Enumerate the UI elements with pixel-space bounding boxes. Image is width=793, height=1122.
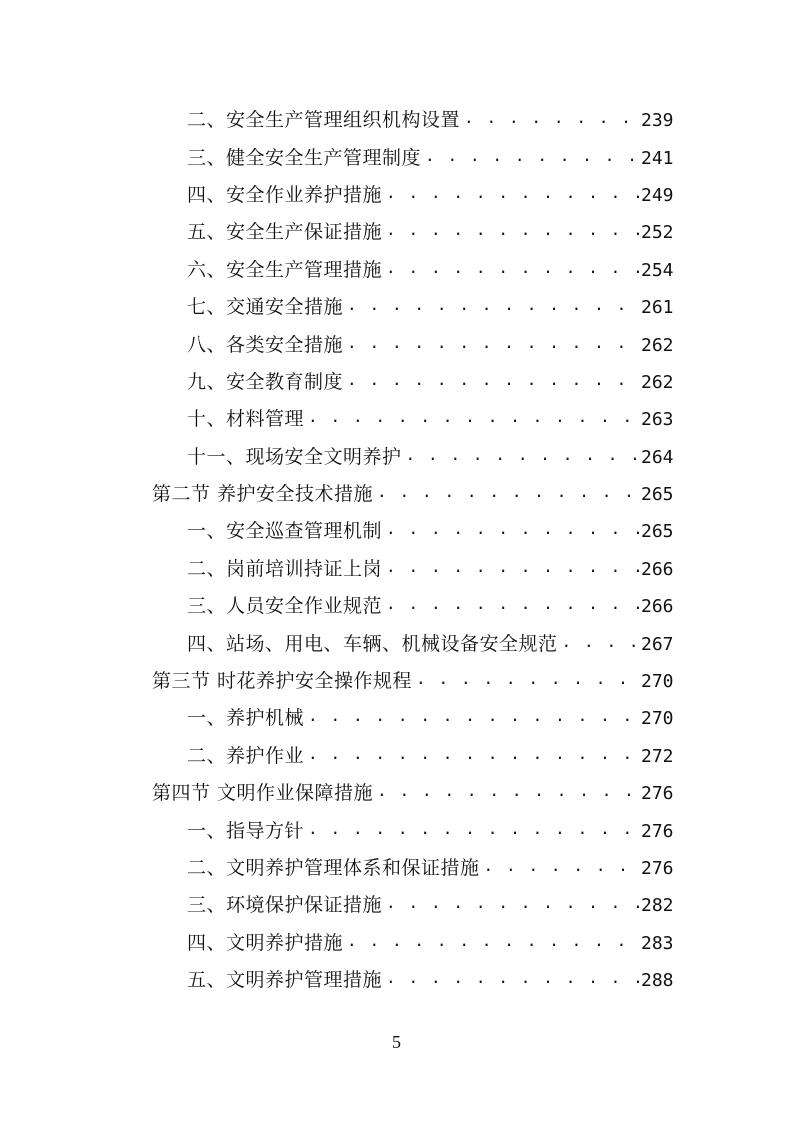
toc-entry[interactable] <box>0 549 793 586</box>
toc-entry-page: 264 <box>641 446 674 468</box>
toc-entry[interactable] <box>0 100 793 137</box>
toc-entry-page: 241 <box>641 147 674 169</box>
toc-entry-page: 276 <box>641 783 674 805</box>
toc-entry-title: 十、材料管理 <box>187 408 305 431</box>
toc-entry-page: 265 <box>641 521 674 543</box>
toc-entry-title: 五、文明养护管理措施 <box>187 969 383 992</box>
dot-leader <box>308 818 639 837</box>
dot-leader <box>386 593 639 612</box>
toc-entry[interactable] <box>0 287 793 324</box>
toc-entry-page: 288 <box>641 970 674 992</box>
dot-leader <box>377 780 639 799</box>
dot-leader <box>386 257 639 276</box>
dot-leader <box>386 182 639 201</box>
toc-entry-page: 282 <box>641 895 674 917</box>
dot-leader <box>425 145 639 164</box>
toc-entry-title: 第三节 时花养护安全操作规程 <box>152 670 413 693</box>
toc-entry-title: 九、安全教育制度 <box>187 370 344 393</box>
dot-leader <box>406 444 639 463</box>
dot-leader <box>386 219 639 238</box>
toc-entry-title: 四、站场、用电、车辆、机械设备安全规范 <box>187 632 558 655</box>
toc-entry-title: 二、养护作业 <box>187 744 305 767</box>
toc-entry-page: 276 <box>641 820 674 842</box>
dot-leader <box>377 481 639 500</box>
toc-entry[interactable] <box>0 511 793 548</box>
dot-leader <box>347 294 639 313</box>
toc-entry[interactable] <box>0 960 793 997</box>
toc-entry-title: 三、环境保护保证措施 <box>187 894 383 917</box>
dot-leader <box>347 930 639 949</box>
dot-leader <box>308 705 639 724</box>
toc-entry-title: 一、养护机械 <box>187 707 305 730</box>
dot-leader <box>386 967 639 986</box>
toc-entry-page: 267 <box>641 633 674 655</box>
toc-entry-page: 270 <box>641 708 674 730</box>
toc-entry[interactable] <box>0 175 793 212</box>
toc-entry-title: 八、各类安全措施 <box>187 333 344 356</box>
toc-entry-page: 266 <box>641 558 674 580</box>
table-of-contents <box>0 100 793 997</box>
toc-entry-title: 三、人员安全作业规范 <box>187 595 383 618</box>
toc-entry-page: 265 <box>641 484 674 506</box>
toc-entry[interactable] <box>0 848 793 885</box>
toc-entry-title: 二、岗前培训持证上岗 <box>187 557 383 580</box>
dot-leader <box>562 631 639 650</box>
dot-leader <box>464 107 639 126</box>
toc-entry[interactable] <box>0 399 793 436</box>
page-number: 5 <box>392 1032 401 1052</box>
toc-entry[interactable] <box>0 736 793 773</box>
toc-entry-page: 283 <box>641 932 674 954</box>
toc-section-entry[interactable] <box>0 773 793 810</box>
dot-leader <box>308 743 639 762</box>
toc-entry[interactable] <box>0 250 793 287</box>
toc-entry-title: 六、安全生产管理措施 <box>187 258 383 281</box>
toc-section-entry[interactable] <box>0 661 793 698</box>
toc-entry[interactable] <box>0 810 793 847</box>
toc-entry-title: 七、交通安全措施 <box>187 296 344 319</box>
dot-leader <box>386 518 639 537</box>
toc-entry[interactable] <box>0 885 793 922</box>
toc-entry-title: 四、安全作业养护措施 <box>187 183 383 206</box>
toc-entry-page: 262 <box>641 371 674 393</box>
toc-entry-title: 一、安全巡查管理机制 <box>187 520 383 543</box>
dot-leader <box>308 406 639 425</box>
dot-leader <box>386 892 639 911</box>
toc-entry-title: 三、健全安全生产管理制度 <box>187 146 422 169</box>
dot-leader <box>484 855 639 874</box>
toc-entry-title: 四、文明养护措施 <box>187 931 344 954</box>
toc-entry-page: 249 <box>641 184 674 206</box>
toc-entry-page: 266 <box>641 596 674 618</box>
toc-entry-title: 第四节 文明作业保障措施 <box>152 782 374 805</box>
toc-entry-title: 十一、现场安全文明养护 <box>187 445 402 468</box>
dot-leader <box>416 668 639 687</box>
toc-entry-page: 272 <box>641 745 674 767</box>
toc-entry[interactable] <box>0 137 793 174</box>
toc-entry[interactable] <box>0 923 793 960</box>
toc-entry[interactable] <box>0 437 793 474</box>
toc-entry-page: 254 <box>641 259 674 281</box>
toc-entry[interactable] <box>0 586 793 623</box>
toc-entry-page: 262 <box>641 334 674 356</box>
toc-entry-page: 252 <box>641 222 674 244</box>
toc-entry-title: 五、安全生产保证措施 <box>187 221 383 244</box>
toc-entry-page: 270 <box>641 671 674 693</box>
toc-entry-page: 263 <box>641 409 674 431</box>
toc-entry-title: 一、指导方针 <box>187 819 305 842</box>
toc-entry[interactable] <box>0 362 793 399</box>
toc-entry[interactable] <box>0 212 793 249</box>
dot-leader <box>347 332 639 351</box>
dot-leader <box>386 556 639 575</box>
toc-entry-page: 276 <box>641 858 674 879</box>
toc-entry[interactable] <box>0 623 793 660</box>
toc-entry-page: 261 <box>641 297 674 319</box>
toc-entry-page: 239 <box>641 110 674 132</box>
toc-entry[interactable] <box>0 324 793 361</box>
toc-entry[interactable] <box>0 698 793 735</box>
toc-entry-title: 二、文明养护管理体系和保证措施 <box>187 857 480 879</box>
dot-leader <box>347 369 639 388</box>
toc-entry-title: 第二节 养护安全技术措施 <box>152 483 374 506</box>
toc-entry-title: 二、安全生产管理组织机构设置 <box>187 109 461 132</box>
toc-section-entry[interactable] <box>0 474 793 511</box>
